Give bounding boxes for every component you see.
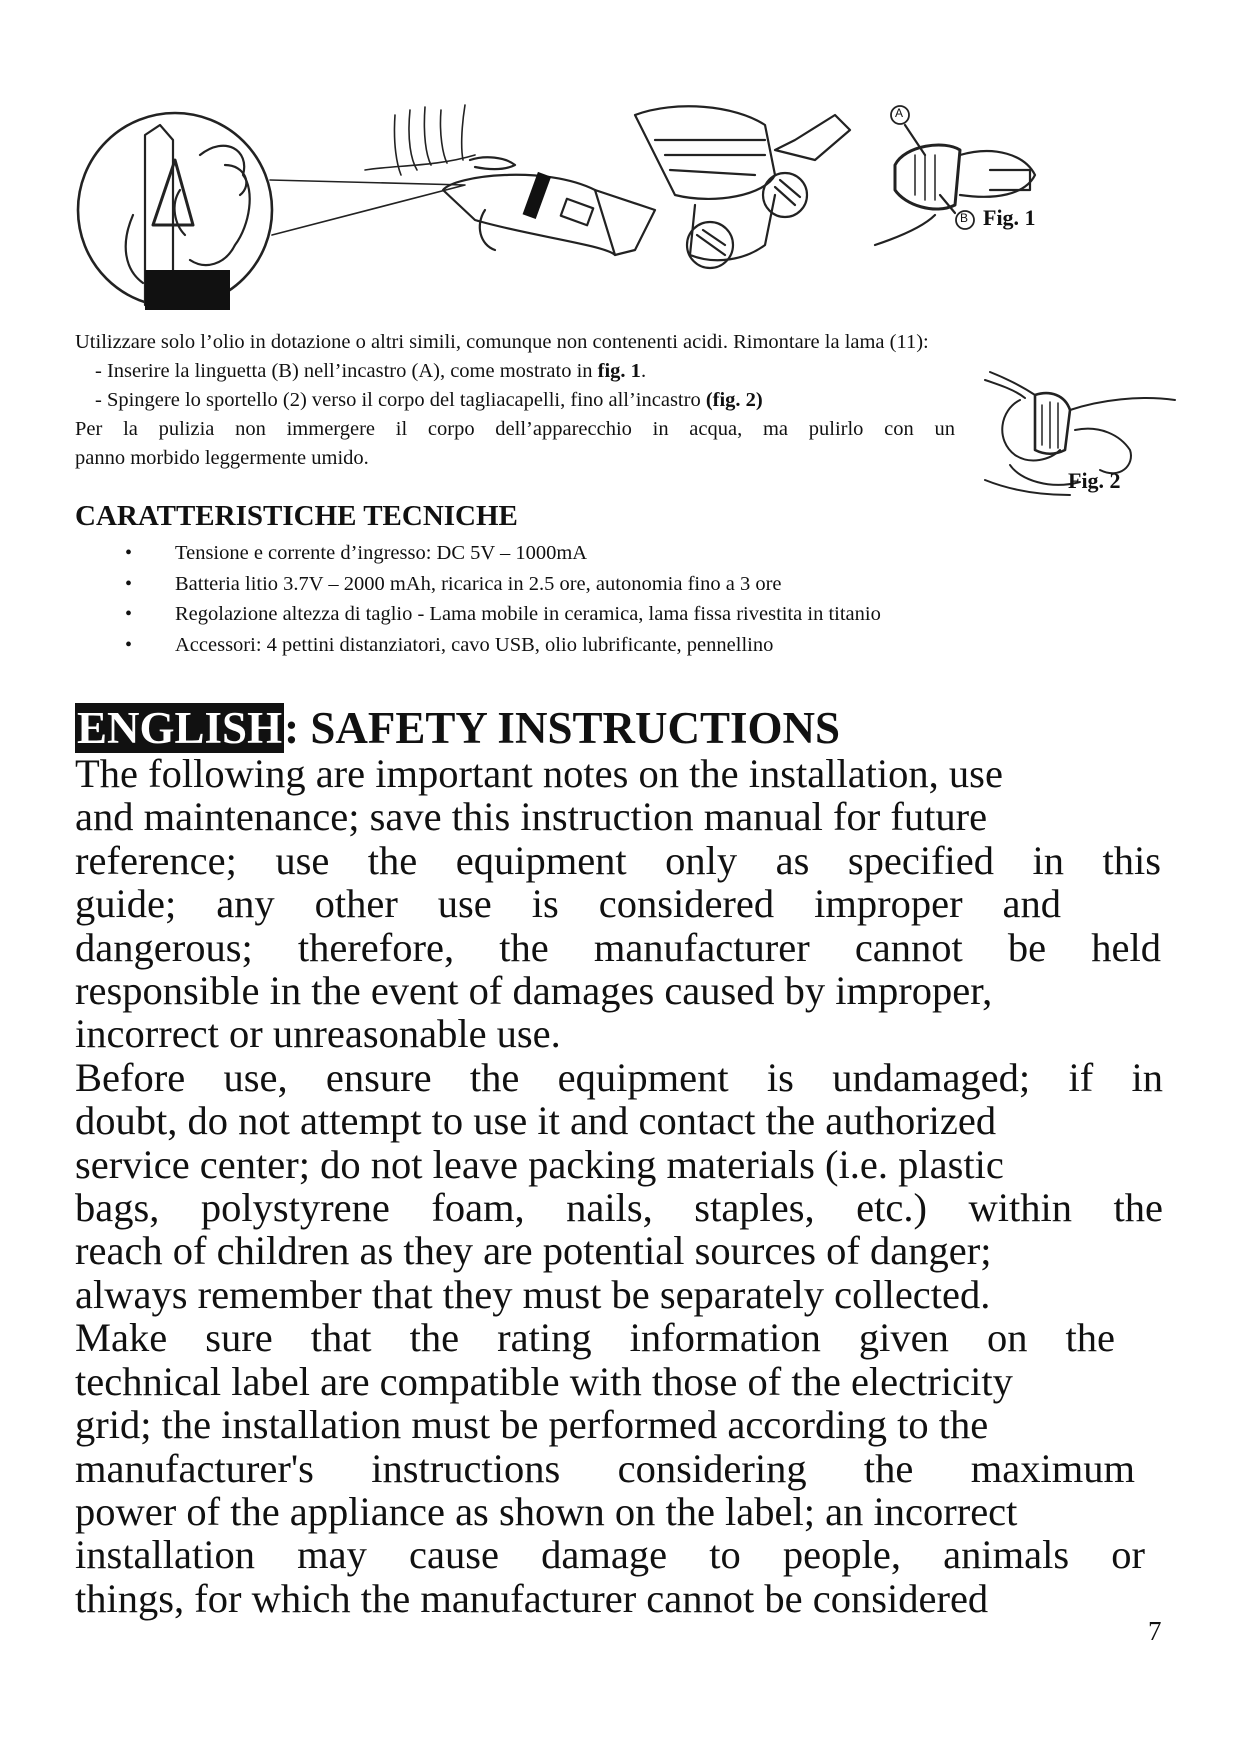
fig2-label: Fig. 2	[1068, 468, 1121, 493]
italian-instructions	[75, 328, 1135, 473]
figure-strip	[75, 95, 1175, 310]
safety-heading: ENGLISH: SAFETY INSTRUCTIONS	[77, 703, 841, 753]
body-line: installation may cause damage to people, animals or	[75, 1532, 1145, 1578]
cleaning-line-1: Per la pulizia non immergere il corpo dell’apparecchio in acqua, ma pulirlo con un	[75, 418, 955, 440]
body-line: always remember that they must be separately collected.	[75, 1271, 991, 1317]
list-item: • Tensione e corrente d’ingresso: DC 5V – 1000mA	[120, 538, 881, 569]
list-item: • Regolazione altezza di taglio - Lama mobile in ceramica, lama fissa rivestita in titanio	[120, 599, 881, 630]
hair-illustration	[365, 105, 475, 175]
safety-body	[75, 752, 1165, 1620]
body-line: and maintenance; save this instruction manual for future	[75, 794, 988, 840]
page-number: 7	[1148, 1616, 1162, 1646]
body-line: service center; do not leave packing materials (i.e. plastic	[75, 1141, 1004, 1187]
step-2: - Spingere lo sportello (2) verso il corpo del tagliacapelli, fino all’incastro (fig. 2)	[95, 389, 763, 411]
body-line: reach of children as they are potential sources of danger;	[75, 1228, 992, 1274]
body-line: Make sure that the rating information given on the	[75, 1315, 1115, 1361]
body-line: bags, polystyrene foam, nails, staples, etc.) within the	[75, 1185, 1163, 1231]
body-line: Before use, ensure the equipment is undamaged; if in	[75, 1054, 1163, 1100]
body-line: The following are important notes on the installation, use	[75, 751, 1003, 796]
list-item: • Batteria litio 3.7V – 2000 mAh, ricarica in 2.5 ore, autonomia fino a 3 ore	[120, 569, 881, 600]
body-line: technical label are compatible with those of the electricity	[75, 1358, 1013, 1404]
step-1: - Inserire la linguetta (B) nell’incastro (A), come mostrato in fig. 1.	[95, 360, 647, 382]
callout-b-label: B	[960, 211, 969, 225]
body-line: power of the appliance as shown on the label; an incorrect	[75, 1488, 1018, 1534]
magnified-hand-illustration	[78, 113, 272, 310]
body-line: responsible in the event of damages caused by improper,	[75, 968, 993, 1014]
list-item: • Accessori: 4 pettini distanziatori, cavo USB, olio lubrificante, pennellino	[120, 630, 881, 661]
body-line: reference; use the equipment only as specified in this	[75, 837, 1161, 883]
body-line: doubt, do not attempt to use it and contact the authorized	[75, 1098, 997, 1144]
body-line: dangerous; therefore, the manufacturer cannot be held	[75, 924, 1161, 970]
oil-bottle-illustration	[635, 106, 850, 268]
oil-instruction: Utilizzare solo l’olio in dotazione o altri simili, comunque non contenenti acidi. Rimontare la lama (11):	[75, 331, 929, 353]
tech-specs-list	[120, 538, 881, 660]
body-line: incorrect or unreasonable use.	[75, 1011, 561, 1057]
body-line: grid; the installation must be performed according to the	[75, 1402, 989, 1448]
tech-specs-title: CARATTERISTICHE TECNICHE	[75, 500, 518, 532]
cleaning-line-2: panno morbido leggermente umido.	[75, 447, 369, 469]
body-line: guide; any other use is considered improper and	[75, 881, 1061, 927]
trimmer-illustration	[443, 157, 655, 255]
body-line: manufacturer's instructions considering the maximum	[75, 1445, 1135, 1491]
language-label: ENGLISH	[77, 703, 283, 753]
fig1-label: Fig. 1	[983, 205, 1036, 230]
body-line: things, for which the manufacturer cannot be considered	[75, 1575, 989, 1621]
callout-a-label: A	[895, 106, 904, 120]
